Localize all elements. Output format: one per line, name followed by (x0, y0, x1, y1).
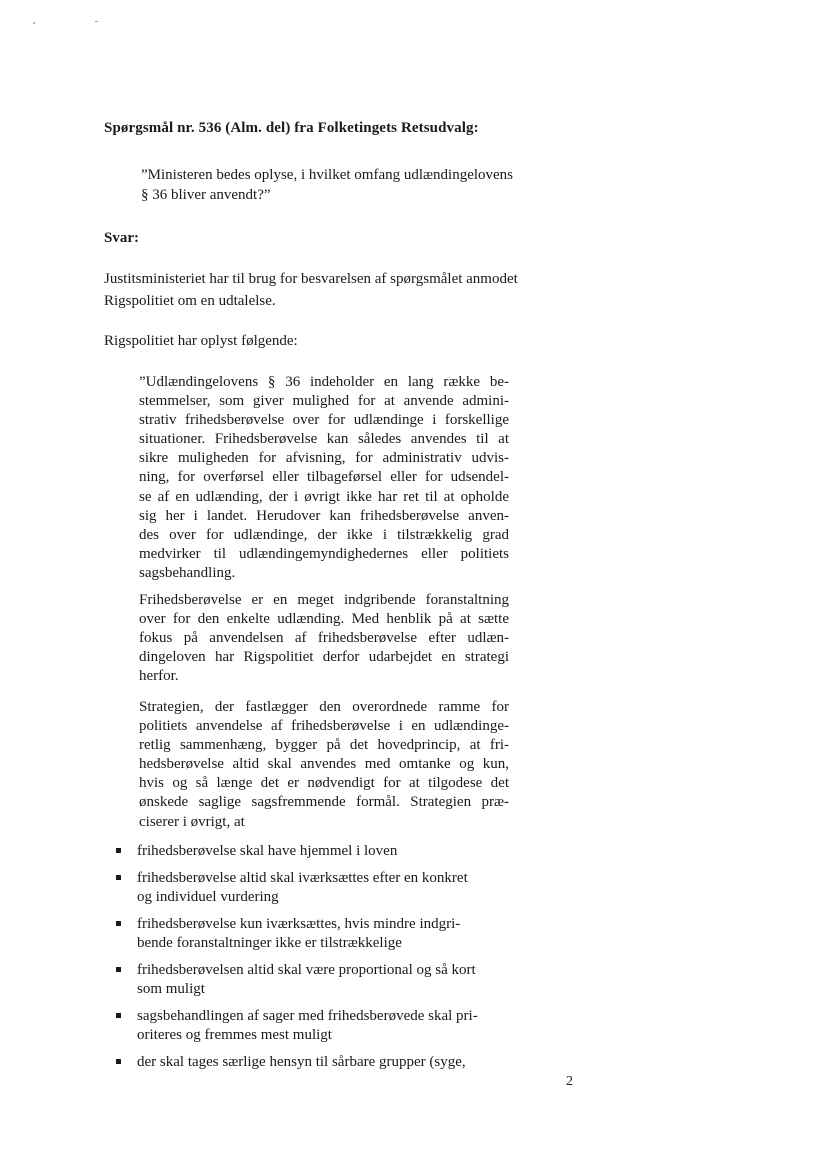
quote-line: ønskede saglige sagsfremmende formål. Strategien præ- (139, 794, 509, 811)
quote-line: hvis og så længe det er nødvendigt for at tilgodese det (139, 775, 509, 792)
scan-speck (33, 22, 35, 24)
bullet-line: frihedsberøvelse altid skal iværksættes efter en konkret (137, 870, 468, 886)
quote-line: ”Udlændingelovens § 36 indeholder en lang række be- (139, 374, 509, 390)
bullet-line: og individuel vurdering (137, 889, 279, 905)
strategy-bullet-list (114, 842, 514, 1080)
quote-line: politiets anvendelse af frihedsberøvelse i en udlændinge- (139, 718, 509, 735)
bullet-square-icon (116, 967, 121, 972)
rigspolitiet-line: Rigspolitiet har oplyst følgende: (104, 333, 298, 349)
question-line: § 36 bliver anvendt?” (141, 187, 271, 203)
intro-line: Rigspolitiet om en udtalelse. (104, 293, 276, 309)
quote-paragraph-2 (139, 591, 509, 686)
answer-label: Svar: (104, 230, 139, 246)
bullet-line: oriteres og fremmes mest muligt (137, 1027, 332, 1043)
bullet-square-icon (116, 848, 121, 853)
quote-line: sig her i landet. Herudover kan frihedsberøvelse anven- (139, 507, 509, 524)
bullet-item (114, 842, 514, 861)
bullet-line: sagsbehandlingen af sager med frihedsberøvede skal pri- (137, 1008, 478, 1024)
bullet-item (114, 869, 514, 907)
intro-paragraph (104, 268, 564, 312)
quote-line: fokus på anvendelsen af frihedsberøvelse efter udlæn- (139, 630, 509, 647)
bullet-line: frihedsberøvelsen altid skal være proportional og så kort (137, 962, 476, 978)
bullet-item (114, 1007, 514, 1045)
intro-line: Justitsministeriet har til brug for besvarelsen af spørgsmålet anmodet (104, 271, 518, 287)
bullet-square-icon (116, 1013, 121, 1018)
quote-line: over for den enkelte udlænding. Med henblik på at sætte (139, 611, 509, 628)
bullet-line: frihedsberøvelse skal have hjemmel i loven (137, 843, 398, 859)
quote-line: Strategien, der fastlægger den overordnede ramme for (139, 699, 509, 715)
bullet-square-icon (116, 1059, 121, 1064)
bullet-square-icon (116, 875, 121, 880)
scan-speck (95, 21, 98, 22)
bullet-square-icon (116, 921, 121, 926)
quote-line: medvirker til udlændingemyndighedernes eller politiets (139, 545, 509, 562)
question-text (141, 165, 561, 205)
quote-line: sagsbehandling. (139, 564, 236, 581)
rigspolitiet-paragraph (104, 330, 564, 352)
quote-line: retlig sammenhæng, bygger på det hovedprincip, at fri- (139, 737, 509, 754)
quote-line: Frihedsberøvelse er en meget indgribende foranstaltning (139, 592, 509, 608)
quote-line: des over for udlændinge, der ikke i tilstrækkelig grad (139, 526, 509, 543)
quote-line: herfor. (139, 668, 179, 685)
question-heading: Spørgsmål nr. 536 (Alm. del) fra Folketingets Retsudvalg: (104, 120, 479, 136)
page-number: 2 (566, 1074, 573, 1089)
quote-paragraph-1 (139, 373, 509, 583)
quote-line: ciserer i øvrigt, at (139, 813, 245, 830)
bullet-line: frihedsberøvelse kun iværksættes, hvis mindre indgri- (137, 916, 461, 932)
bullet-line: bende foranstaltninger ikke er tilstrækkelige (137, 935, 402, 951)
question-line: ”Ministeren bedes oplyse, i hvilket omfang udlændingelovens (141, 167, 514, 183)
quote-paragraph-3 (139, 698, 509, 832)
bullet-item (114, 961, 514, 999)
quote-line: dingeloven har Rigspolitiet derfor udarbejdet en strategi (139, 649, 509, 666)
quote-line: ning, for overførsel eller tilbageførsel eller for udsendel- (139, 469, 509, 486)
quote-line: stemmelser, som giver mulighed for at anvende admini- (139, 393, 509, 410)
quote-line: strativ frihedsberøvelse over for udlændinge i forskellige (139, 412, 509, 429)
bullet-item (114, 915, 514, 953)
bullet-line: som muligt (137, 981, 205, 997)
quote-line: situationer. Frihedsberøvelse kan således anvendes til at (139, 431, 509, 448)
quote-line: sikre muligheden for afvisning, for administrativ udvis- (139, 450, 509, 467)
bullet-item (114, 1053, 514, 1072)
quote-line: hedsberøvelse altid skal anvendes med omtanke og kun, (139, 756, 509, 773)
quote-line: se af en udlænding, der i øvrigt ikke har ret til at opholde (139, 488, 509, 505)
bullet-line: der skal tages særlige hensyn til sårbare grupper (syge, (137, 1054, 466, 1070)
